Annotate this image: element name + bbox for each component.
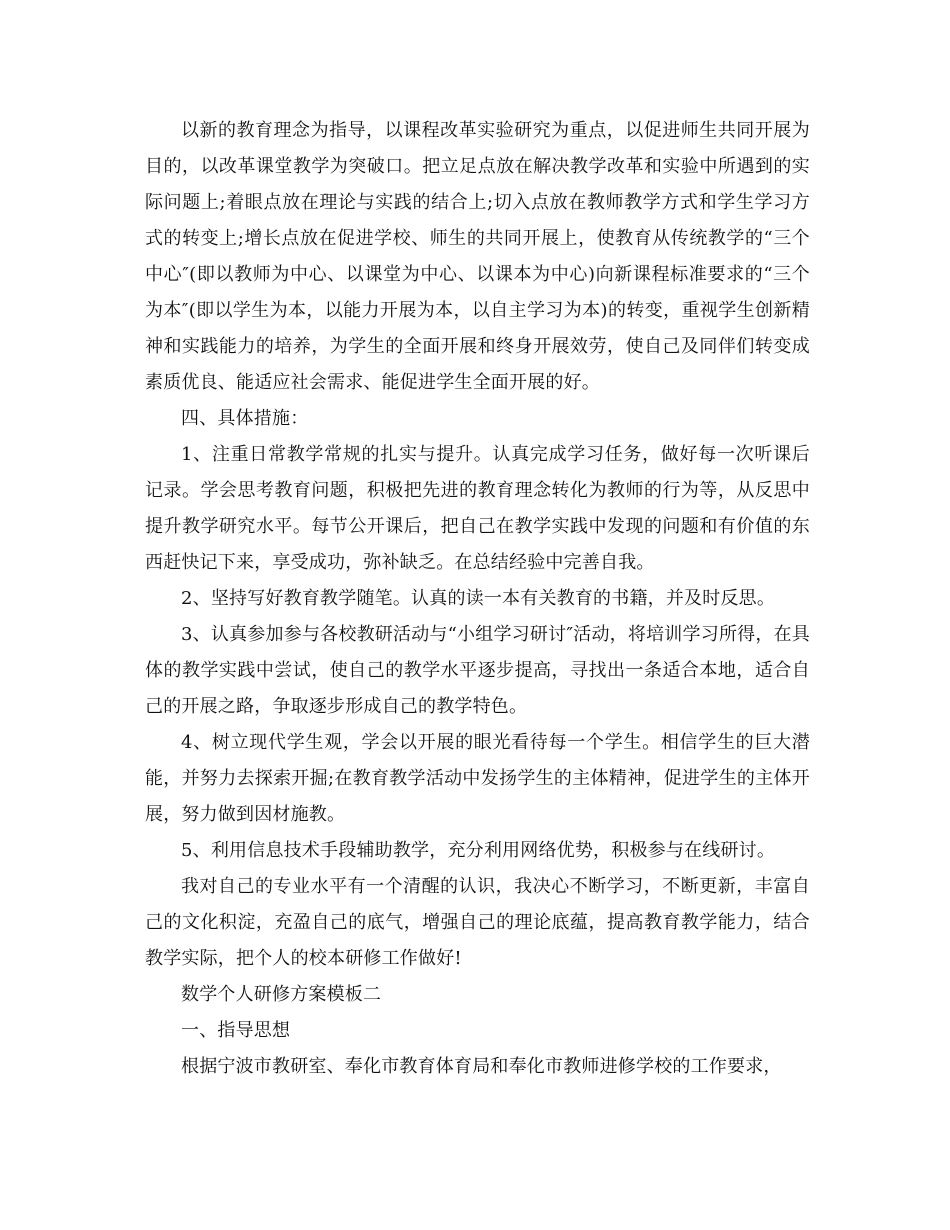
paragraph-measure-4: 4、树立现代学生观，学会以开展的眼光看待每一个学生。相信学生的巨大潜能，并努力去探索开掘;在教育教学活动中发扬学生的主体精神，促进学生的主体开展，努力做到因材施教。 xyxy=(145,732,810,825)
paragraph-guiding-principles: 以新的教育理念为指导，以课程改革实验研究为重点，以促进师生共同开展为目的，以改革课堂教学为突破口。把立足点放在解决教学改革和实验中所遇到的实际问题上;着眼点放在理论与实践的结合上;切入点放在教师教学方式和学生学习方式的转变上;增长点放在促进学校、师生的共同开展上，使教育从传统教学的“三个中心″(即以教师为中心、以课堂为中心、以课本为中心)向新课程标准要求的“三个为本″(即以学生为本，以能力开展为本，以自主学习为本)的转变，重视学生创新精神和实践能力的培养，为学生的全面开展和终身开展效劳，使自己及同伴们转变成素质优良、能适应社会需求、能促进学生全面开展的好。 xyxy=(145,120,810,393)
paragraph-measure-2: 2、坚持写好教育教学随笔。认真的读一本有关教育的书籍，并及时反思。 xyxy=(181,588,776,609)
paragraph-measure-1: 1、注重日常教学常规的扎实与提升。认真完成学习任务，做好每一次听课后记录。学会思考教育问题，积极把先进的教育理念转化为教师的行为等，从反思中提升教学研究水平。每节公开课后，把自己在教学实践中发现的问题和有价值的东西赶快记下来，享受成功，弥补缺乏。在总结经验中完善自我。 xyxy=(145,444,810,573)
heading-template-two: 数学个人研修方案模板二 xyxy=(181,984,382,1005)
paragraph-measure-5: 5、利用信息技术手段辅助教学，充分利用网络优势，积极参与在线研讨。 xyxy=(181,840,776,861)
heading-guiding-ideology: 一、指导思想 xyxy=(181,1020,291,1041)
heading-specific-measures: 四、具体措施： xyxy=(181,408,309,429)
paragraph-measure-3: 3、认真参加参与各校教研活动与“小组学习研讨″活动，将培训学习所得，在具体的教学实践中尝试，使自己的教学水平逐步提高，寻找出一条适合本地，适合自己的开展之路，争取逐步形成自己的教学特色。 xyxy=(145,624,810,717)
paragraph-ideology-intro: 根据宁波市教研室、奉化市教育体育局和奉化市教师进修学校的工作要求， xyxy=(181,1056,782,1077)
document-body xyxy=(145,113,810,1085)
paragraph-conclusion: 我对自己的专业水平有一个清醒的认识，我决心不断学习，不断更新，丰富自己的文化积淀，充盈自己的底气，增强自己的理论底蕴，提高教育教学能力，结合教学实际，把个人的校本研修工作做好! xyxy=(145,876,810,969)
